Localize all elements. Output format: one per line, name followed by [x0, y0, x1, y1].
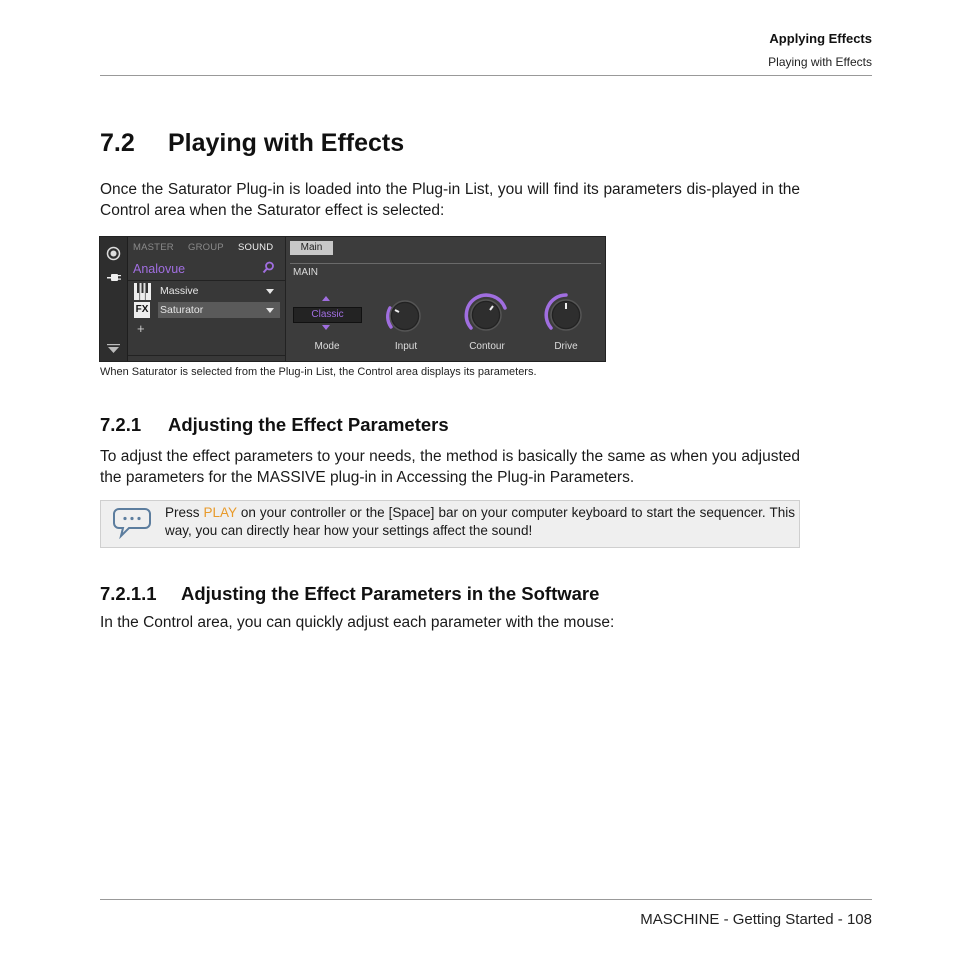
input-knob[interactable]	[382, 293, 428, 344]
slot-label: Saturator	[160, 304, 204, 316]
mode-down-icon[interactable]	[322, 325, 330, 330]
subsection-heading	[100, 414, 449, 436]
mode-up-icon[interactable]	[322, 296, 330, 301]
knob-label-drive: Drive	[554, 341, 578, 352]
page-label: MAIN	[293, 267, 318, 278]
running-header-section: Playing with Effects	[768, 55, 872, 69]
tab-master[interactable]: MASTER	[133, 242, 174, 253]
subsection-paragraph: To adjust the effect parameters to your needs, the method is basically the same as when you adjusted the parameters for the MASSIVE plug-in in Accessing the Plug-in Parameters.	[100, 448, 800, 486]
control-area	[286, 237, 605, 361]
intro-paragraph: Once the Saturator Plug-in is loaded into the Plug-in List, you will find its parameters dis-played in the Control area when the Saturator effect is selected:	[100, 181, 800, 219]
chevron-down-icon[interactable]	[266, 308, 274, 313]
page-footer: MASCHINE - Getting Started - 108	[640, 911, 872, 928]
tip-text	[165, 504, 795, 540]
drive-knob[interactable]	[542, 290, 590, 343]
running-header-chapter: Applying Effects	[769, 31, 872, 46]
instrument-icon	[134, 283, 150, 299]
plug-icon[interactable]	[106, 270, 121, 285]
tab-group[interactable]: GROUP	[188, 242, 224, 253]
fx-badge: FX	[134, 302, 150, 318]
slot-label: Massive	[160, 285, 199, 297]
chevron-down-icon[interactable]	[266, 289, 274, 294]
record-icon[interactable]	[106, 246, 121, 261]
speech-bubble-icon	[113, 507, 151, 544]
page-divider	[290, 263, 601, 264]
header-rule	[100, 75, 872, 76]
footer-rule	[100, 899, 872, 900]
add-plugin-button[interactable]: +	[137, 321, 145, 336]
section-heading	[100, 129, 404, 158]
browser-divider	[128, 280, 285, 281]
tab-sound[interactable]: SOUND	[238, 242, 274, 253]
page-tab-main[interactable]: Main	[290, 241, 333, 255]
mode-selector[interactable]: Classic	[293, 307, 362, 323]
side-toolbar	[100, 237, 128, 361]
contour-knob[interactable]	[462, 290, 510, 343]
plugin-browser	[128, 237, 286, 361]
knob-label-input: Input	[394, 341, 418, 352]
section-number: 7.2	[100, 129, 135, 157]
control-area-screenshot	[99, 236, 606, 362]
subsubsection-paragraph: In the Control area, you can quickly adjust each parameter with the mouse:	[100, 614, 615, 631]
subsubsection-title: Adjusting the Effect Parameters in the Software	[181, 583, 600, 604]
subsection-number: 7.2.1	[100, 414, 142, 435]
tip-box	[100, 500, 800, 548]
plugin-slot-massive[interactable]	[158, 283, 280, 299]
subsubsection-number: 7.2.1.1	[100, 583, 157, 604]
browser-bottom-divider	[128, 355, 285, 356]
play-keyword: PLAY	[203, 505, 237, 520]
scroll-down-icon[interactable]	[106, 343, 121, 358]
tip-text-after: on your controller or the [Space] bar on your computer keyboard to start the sequencer. This way, you can directly hear how your settings affect the sound!	[165, 505, 795, 538]
subsection-title: Adjusting the Effect Parameters	[168, 414, 449, 435]
figure-caption: When Saturator is selected from the Plug-in List, the Control area displays its parameters.	[100, 366, 537, 378]
knob-label-mode: Mode	[314, 341, 340, 352]
tip-text-before: Press	[165, 505, 204, 520]
subsubsection-heading	[100, 583, 599, 605]
section-title: Playing with Effects	[168, 129, 405, 157]
preset-name[interactable]: Analovue	[133, 262, 186, 276]
knob-label-contour: Contour	[469, 341, 505, 352]
plugin-slot-saturator[interactable]	[158, 302, 280, 318]
search-icon[interactable]	[262, 261, 275, 277]
